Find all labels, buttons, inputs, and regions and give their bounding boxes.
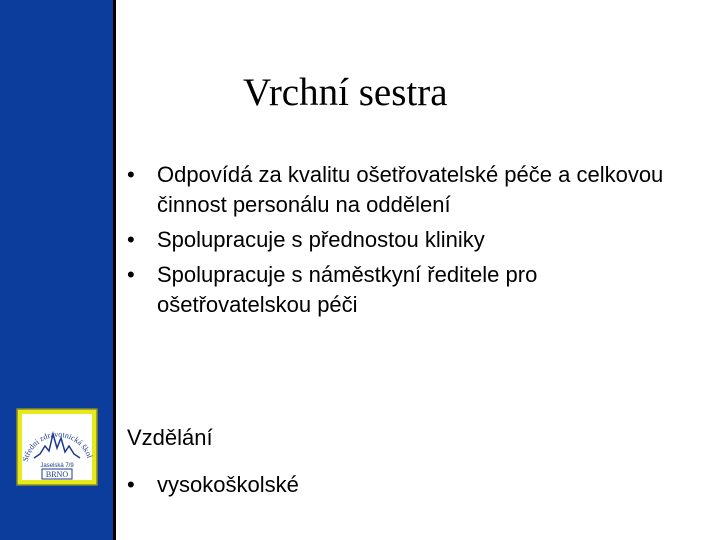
bullet-list: [127, 160, 687, 325]
slide-title: Vrchní sestra: [243, 71, 448, 114]
bullet-icon: •: [127, 162, 135, 187]
bullet-text: Spolupracuje s přednostou kliniky: [157, 227, 485, 252]
bullet-text: Spolupracuje s náměstkyní ředitele pro ošetřovatelskou péči: [157, 262, 538, 317]
school-logo: [16, 408, 98, 486]
bullet-icon: •: [127, 472, 135, 497]
logo-address: Jaselská 7/9: [40, 463, 74, 469]
vertical-divider: [113, 0, 116, 540]
bullet-icon: •: [127, 262, 135, 287]
education-heading: Vzdělání: [127, 425, 213, 450]
bullet-item: [127, 225, 687, 255]
education-list: [127, 470, 687, 500]
bullet-item: [127, 470, 687, 500]
bullet-text: Odpovídá za kvalitu ošetřovatelské péče a celkovou činnost personálu na oddělení: [157, 162, 664, 217]
bullet-icon: •: [127, 227, 135, 252]
logo-arc-text: Střední zdravotnická škol: [20, 429, 95, 463]
bullet-text: vysokoškolské: [157, 472, 299, 497]
logo-city: BRNO: [45, 470, 69, 479]
bullet-item: [127, 260, 687, 320]
bullet-item: [127, 160, 687, 220]
